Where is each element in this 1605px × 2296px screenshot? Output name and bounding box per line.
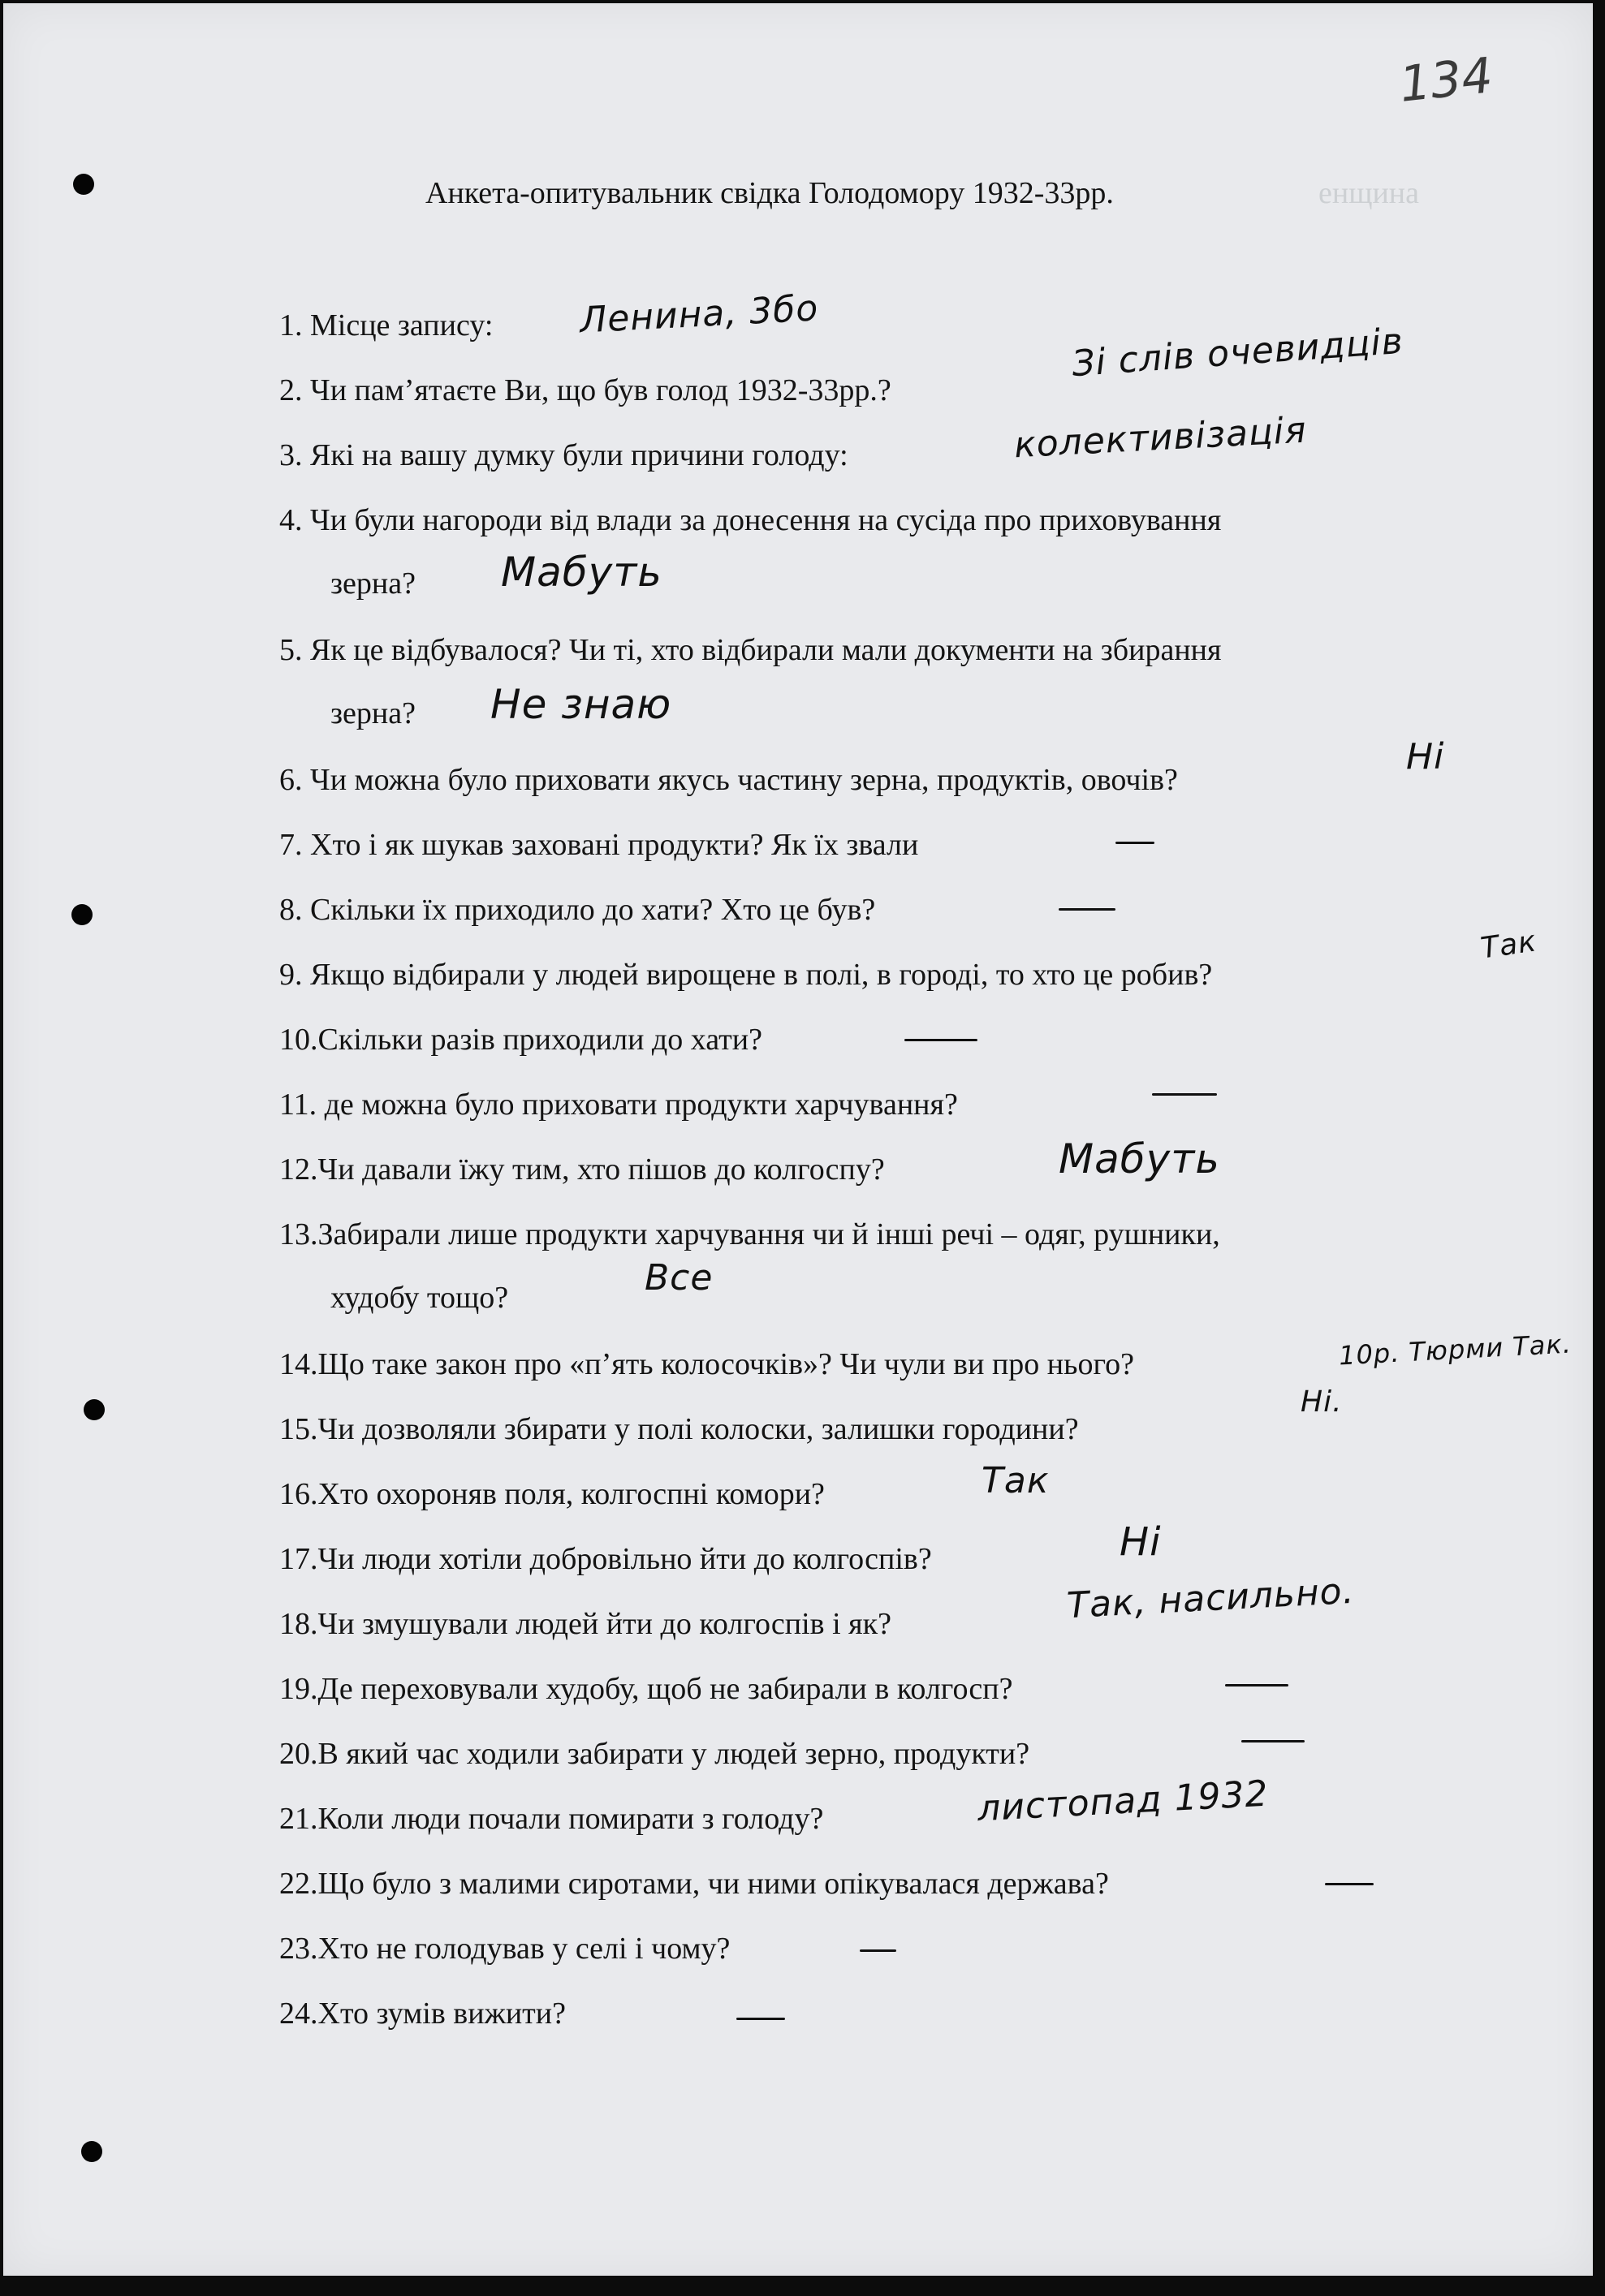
question-18: 18.Чи змушували людей йти до колгоспів і як? xyxy=(279,1607,891,1641)
bleed-through-text: енщина xyxy=(1318,176,1420,210)
answer-2: Зі слів очевидців xyxy=(1070,320,1405,386)
answer-5: Не знаю xyxy=(490,681,672,728)
question-12: 12.Чи давали їжу тим, хто пішов до колгоспу? xyxy=(279,1152,885,1187)
question-6: 6. Чи можна було приховати якусь частину зерна, продуктів, овочів? xyxy=(279,763,1178,797)
question-20: 20.В який час ходили забирати у людей зерно, продукти? xyxy=(279,1737,1030,1771)
question-5: 5. Як це відбувалося? Чи ті, хто відбирали мали документи на збирання xyxy=(279,633,1222,667)
question-21: 21.Коли люди почали помирати з голоду? xyxy=(279,1802,824,1836)
question-10: 10.Скільки разів приходили до хати? xyxy=(279,1023,762,1057)
question-number: 1. xyxy=(279,308,303,342)
answer-7-dash xyxy=(1115,842,1154,844)
answer-4: Мабуть xyxy=(501,549,662,596)
question-24: 24.Хто зумів вижити? xyxy=(279,1997,566,2031)
answer-18: Так, насильно. xyxy=(1065,1570,1356,1627)
answer-17: Ні xyxy=(1120,1519,1162,1565)
question-7: 7. Хто і як шукав заховані продукти? Як їх звали xyxy=(279,828,919,862)
question-11: 11. де можна було приховати продукти харчування? xyxy=(279,1088,958,1122)
document-title: Анкета-опитувальник свідка Голодомору 1932-33рр. xyxy=(425,176,1114,210)
answer-9: Так xyxy=(1478,924,1539,966)
answer-1: Ленина, 3бо xyxy=(578,287,820,342)
question-15: 15.Чи дозволяли збирати у полі колоски, залишки городини? xyxy=(279,1412,1079,1446)
answer-10-dash xyxy=(904,1039,977,1041)
answer-12: Мабуть xyxy=(1059,1135,1220,1182)
question-5-continuation: зерна? xyxy=(330,696,416,730)
question-text: Місце запису: xyxy=(310,308,494,342)
question-19: 19.Де переховували худобу, щоб не забирали в колгосп? xyxy=(279,1672,1013,1706)
question-8: 8. Скільки їх приходило до хати? Хто це був? xyxy=(279,893,876,927)
page-number: 134 xyxy=(1396,47,1495,114)
answer-19-dash xyxy=(1225,1684,1288,1686)
question-9: 9. Якщо відбирали у людей вирощене в полі, в городі, то хто це робив? xyxy=(279,958,1213,992)
questionnaire-page xyxy=(3,3,1593,2276)
answer-23-dash xyxy=(860,1949,896,1952)
punch-hole-2 xyxy=(71,904,93,925)
answer-15: Ні. xyxy=(1301,1385,1343,1419)
question-3: 3. Які на вашу думку були причини голоду: xyxy=(279,438,848,472)
answer-24-dash xyxy=(736,2018,785,2020)
question-1 xyxy=(279,308,493,343)
punch-hole-4 xyxy=(81,2141,102,2162)
answer-21: листопад 1932 xyxy=(976,1773,1270,1830)
question-13: 13.Забирали лише продукти харчування чи й інші речі – одяг, рушники, xyxy=(279,1217,1220,1251)
answer-14: 10р. Тюрми Так. xyxy=(1338,1328,1573,1372)
answer-13: Все xyxy=(645,1257,714,1299)
answer-22-dash xyxy=(1325,1883,1374,1885)
punch-hole-1 xyxy=(73,174,94,195)
answer-20-dash xyxy=(1241,1740,1305,1742)
question-4: 4. Чи були нагороди від влади за донесення на сусіда про приховування xyxy=(279,503,1222,537)
question-2: 2. Чи пам’ятаєте Ви, що був голод 1932-33рр.? xyxy=(279,373,891,407)
question-22: 22.Що було з малими сиротами, чи ними опікувалася держава? xyxy=(279,1867,1109,1901)
question-23: 23.Хто не голодував у селі і чому? xyxy=(279,1932,731,1966)
question-14: 14.Що таке закон про «п’ять колосочків»? Чи чули ви про нього? xyxy=(279,1347,1134,1381)
answer-3: колективізація xyxy=(1012,409,1308,467)
question-13-continuation: худобу тощо? xyxy=(330,1281,509,1315)
answer-6: Ні xyxy=(1406,736,1445,778)
question-4-continuation: зерна? xyxy=(330,566,416,601)
punch-hole-3 xyxy=(84,1399,105,1420)
question-16: 16.Хто охороняв поля, колгоспні комори? xyxy=(279,1477,825,1511)
answer-16: Так xyxy=(982,1460,1050,1501)
answer-11-dash xyxy=(1152,1093,1217,1096)
answer-8-dash xyxy=(1059,908,1115,911)
question-17: 17.Чи люди хотіли добровільно йти до колгоспів? xyxy=(279,1542,932,1576)
